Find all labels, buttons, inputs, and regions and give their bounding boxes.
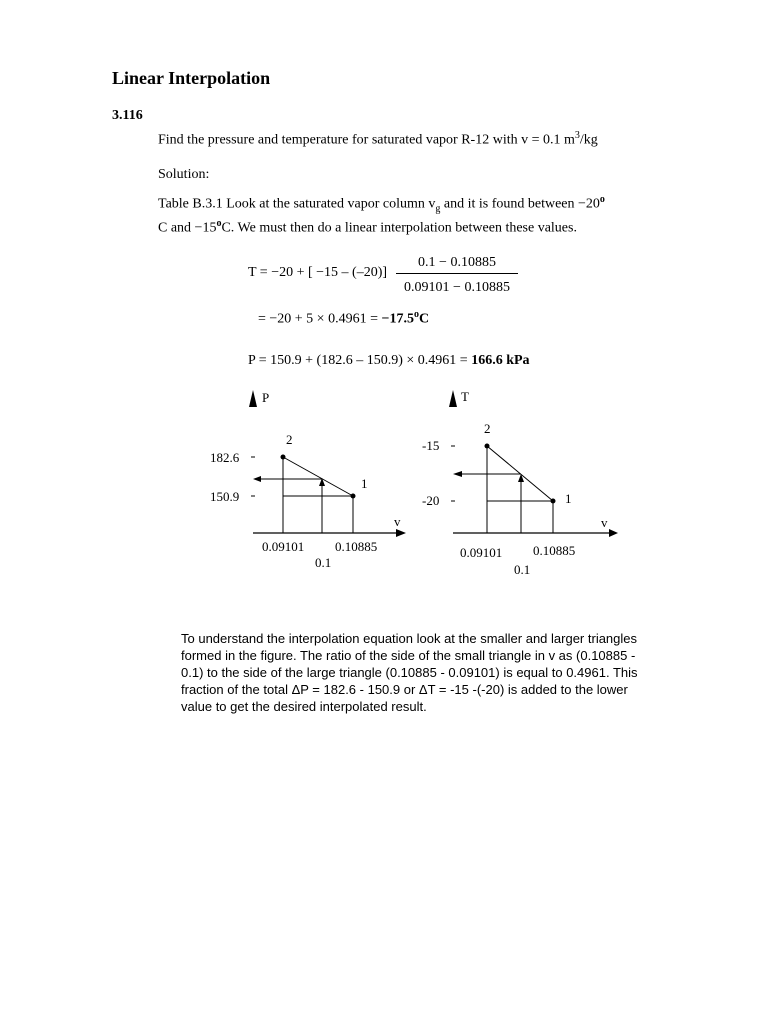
vg-subscript: g bbox=[435, 203, 441, 215]
p-axis-label: P bbox=[262, 390, 270, 405]
y-tick-low: 150.9 bbox=[210, 489, 240, 504]
p-v-diagram bbox=[200, 380, 420, 580]
t-result-unit: C bbox=[418, 311, 430, 327]
v-axis-label: v bbox=[601, 515, 608, 530]
left-arrow-icon bbox=[253, 476, 261, 482]
t-result-value: −17.5 bbox=[381, 311, 414, 327]
x-tick-left: 0.09101 bbox=[262, 539, 305, 554]
solution-line-2 bbox=[158, 212, 577, 241]
interpolation-line bbox=[283, 457, 353, 496]
p-equation bbox=[248, 353, 530, 369]
x-tick-right: 0.10885 bbox=[533, 543, 576, 558]
left-arrow-icon bbox=[453, 471, 462, 477]
point-2-marker bbox=[485, 444, 490, 449]
t-equation-result-line bbox=[258, 309, 429, 328]
p-equation-steps: P = 150.9 + (182.6 – 150.9) × 0.4961 = bbox=[248, 353, 472, 368]
solution-label: Solution: bbox=[158, 167, 210, 182]
x-tick-right: 0.10885 bbox=[335, 539, 378, 554]
point-2-marker bbox=[281, 455, 286, 460]
point-1-marker bbox=[351, 494, 356, 499]
unit-superscript: 3 bbox=[574, 130, 580, 141]
problem-statement bbox=[158, 130, 598, 149]
point-2-label: 2 bbox=[484, 421, 491, 436]
y-tick-high: -15 bbox=[422, 438, 440, 453]
y-tick-low: -20 bbox=[422, 493, 440, 508]
degree-symbol: o bbox=[599, 194, 605, 205]
v-axis-arrow-icon bbox=[609, 529, 618, 537]
x-tick-mid: 0.1 bbox=[315, 555, 332, 570]
solution-line-1-text: Table B.3.1 Look at the saturated vapor column v bbox=[158, 196, 436, 212]
problem-number: 3.116 bbox=[112, 108, 143, 123]
point-1-label: 1 bbox=[361, 476, 368, 491]
t-v-diagram bbox=[400, 380, 620, 580]
explanation-paragraph: To understand the interpolation equation look at the smaller and larger triangles formed in the figure. The ratio of the side of the small triangle in v as (0.10885 - 0.1) to the side of the large triangle (0.10885 - 0.09101) is equal to 0.4961. This fraction of the total ΔP = 182.6 - 150.9 or ΔT = -15 -(-20) is added to the lower value to get the desired interpolated result. bbox=[181, 631, 638, 714]
x-tick-mid: 0.1 bbox=[514, 562, 531, 577]
t-axis-label: T bbox=[461, 389, 469, 404]
point-2-label: 2 bbox=[286, 432, 293, 447]
solution-line-1-rest: and it is found between −20 bbox=[440, 196, 600, 212]
up-arrow-icon bbox=[518, 474, 524, 482]
t-equation-fraction bbox=[396, 255, 518, 296]
t-equation-lhs: T = −20 + [ −15 – (–20)] bbox=[248, 265, 388, 280]
y-tick-high: 182.6 bbox=[210, 450, 240, 465]
problem-unit: /kg bbox=[579, 132, 598, 148]
solution-line-2-rest: C. We must then do a linear interpolation between these values. bbox=[221, 220, 577, 236]
solution-line-2-text: C and −15 bbox=[158, 220, 217, 236]
page-title: Linear Interpolation bbox=[112, 68, 271, 88]
problem-text: Find the pressure and temperature for saturated vapor R-12 with v = 0.1 m bbox=[158, 132, 575, 148]
p-axis-arrow-icon bbox=[249, 390, 257, 407]
degree-symbol: o bbox=[216, 218, 222, 229]
t-fraction-numerator: 0.1 − 0.10885 bbox=[396, 255, 518, 274]
x-tick-left: 0.09101 bbox=[460, 545, 503, 560]
degree-symbol: o bbox=[413, 309, 419, 320]
t-fraction-denominator: 0.09101 − 0.10885 bbox=[404, 280, 510, 295]
point-1-label: 1 bbox=[565, 491, 572, 506]
t-equation-steps: = −20 + 5 × 0.4961 = bbox=[258, 311, 382, 327]
point-1-marker bbox=[551, 499, 556, 504]
t-axis-arrow-icon bbox=[449, 390, 457, 407]
p-result: 166.6 kPa bbox=[471, 353, 530, 368]
v-axis-label: v bbox=[394, 514, 401, 529]
